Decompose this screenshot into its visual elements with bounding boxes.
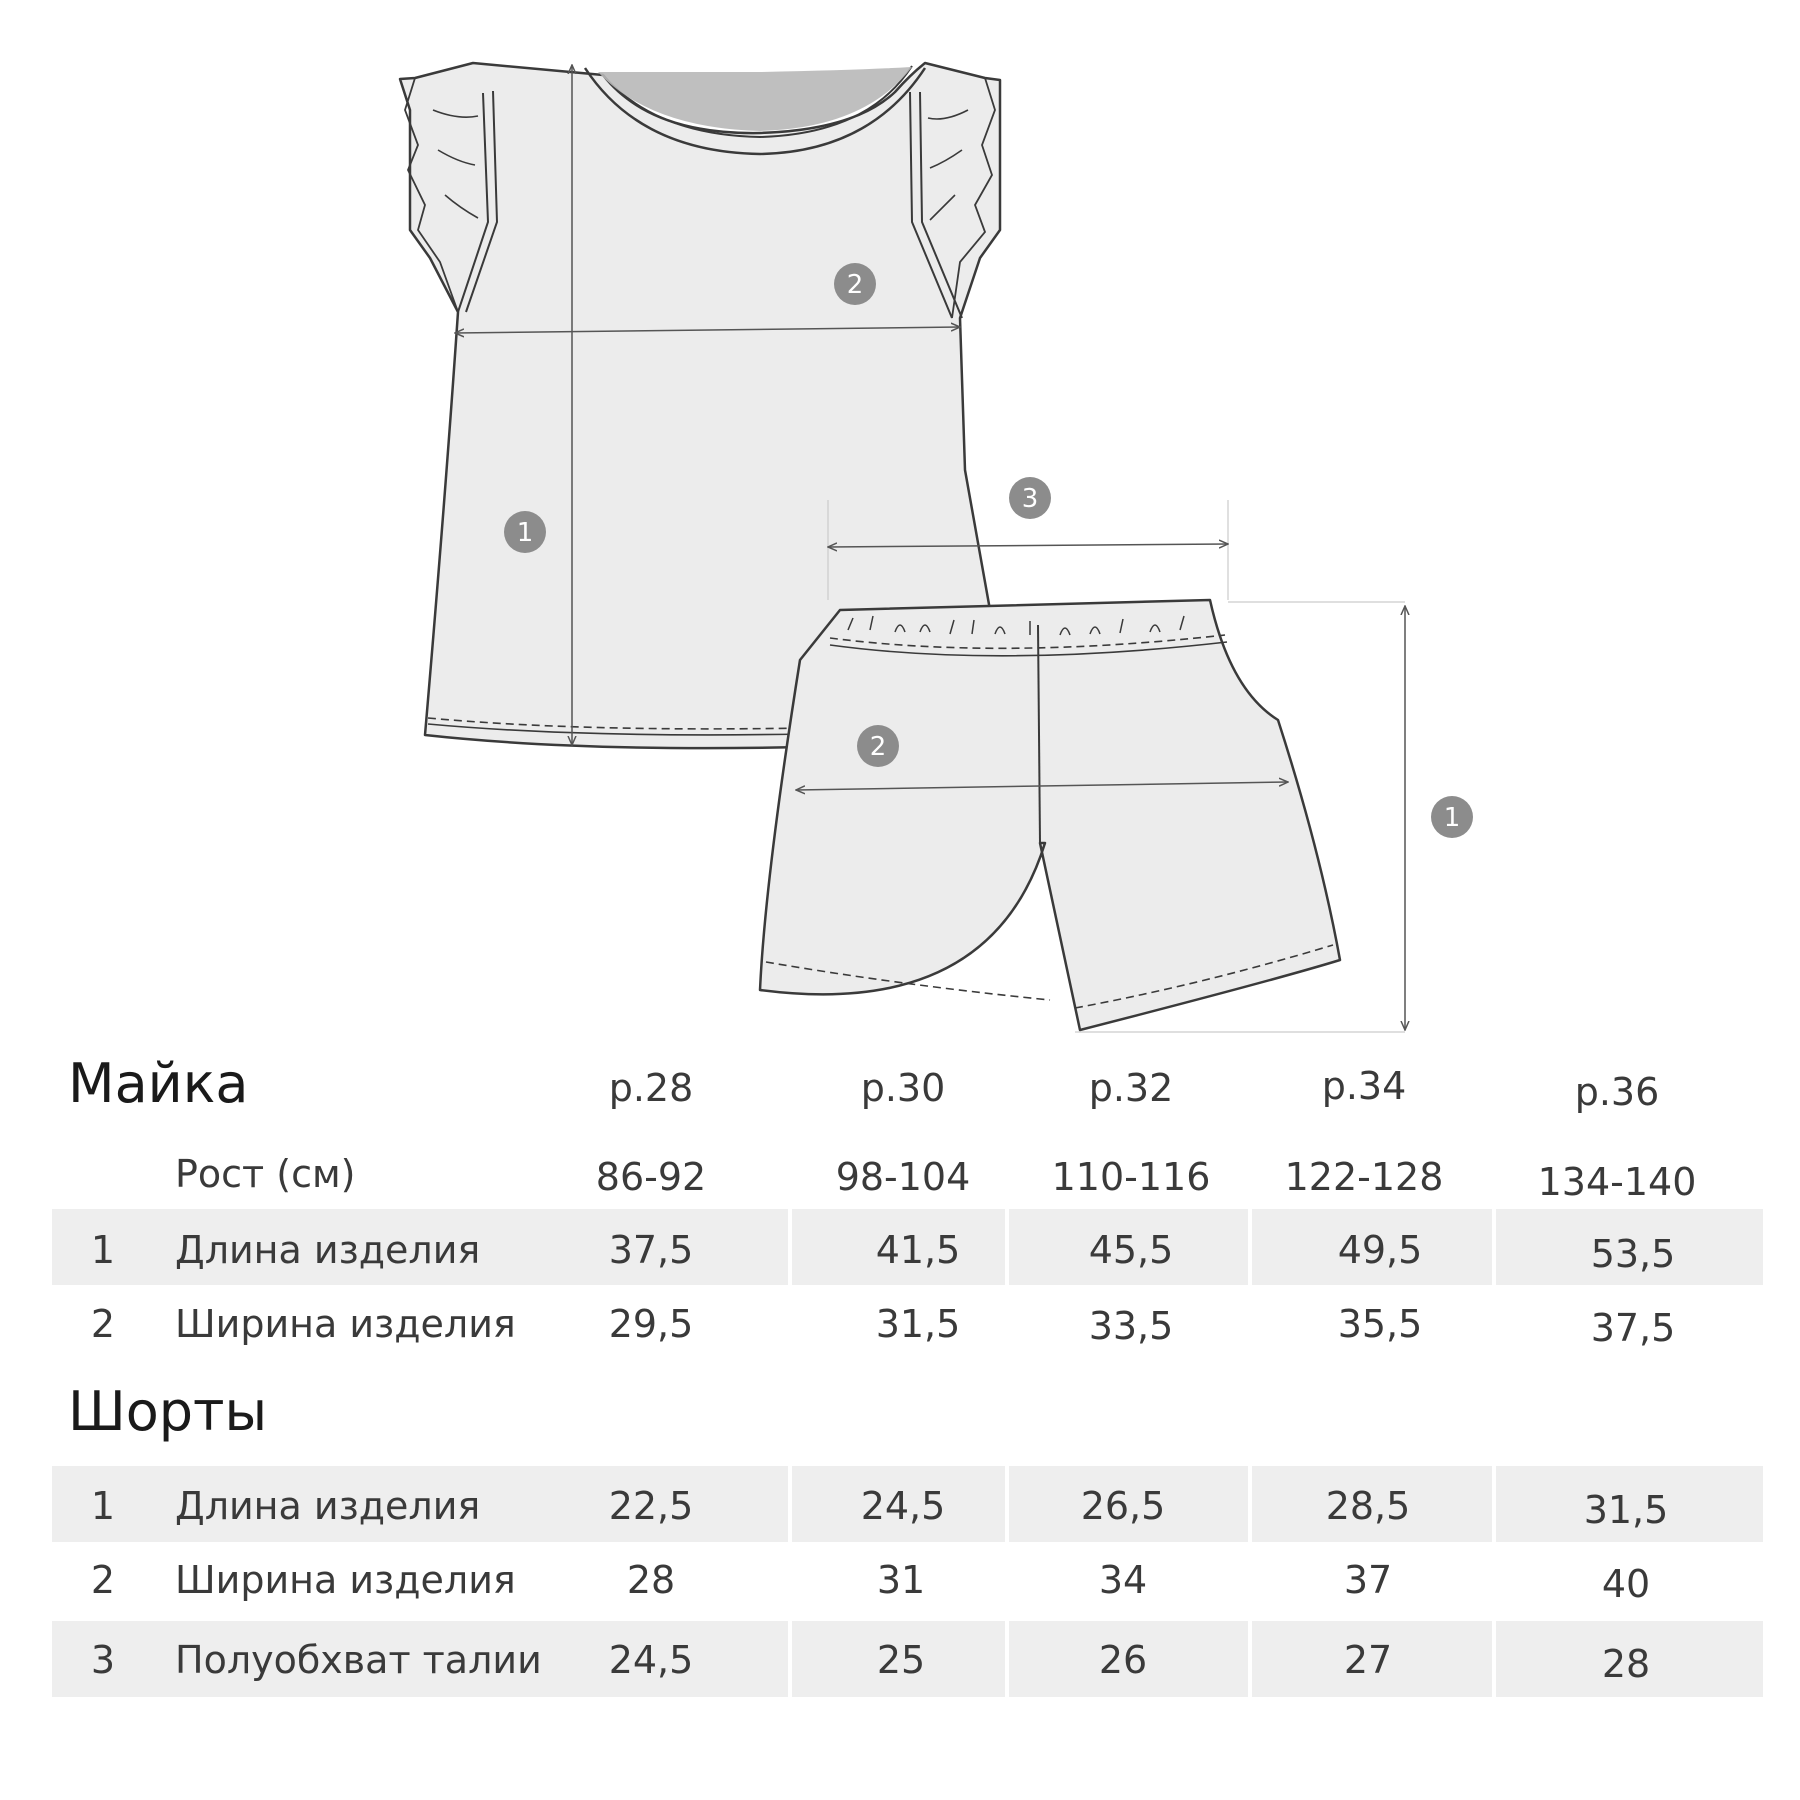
table-cell: 29,5 <box>608 1302 694 1346</box>
table-cell: 41,5 <box>875 1228 961 1272</box>
svg-text:3: 3 <box>1021 484 1039 514</box>
table-cell: 31,5 <box>1583 1488 1669 1532</box>
badge-shorts-width <box>857 725 899 767</box>
table-cell: 31,5 <box>875 1302 961 1346</box>
row-label: Ширина изделия <box>175 1558 516 1602</box>
height-value: 134-140 <box>1537 1160 1697 1204</box>
row-label: Длина изделия <box>175 1228 481 1272</box>
table-cell: 28,5 <box>1325 1484 1411 1528</box>
row-number: 2 <box>90 1558 116 1602</box>
size-header-32: р.32 <box>1088 1066 1174 1110</box>
table-cell: 28 <box>626 1558 676 1602</box>
badge-shorts-length <box>1431 796 1473 838</box>
size-header-30: р.30 <box>860 1066 946 1110</box>
svg-text:1: 1 <box>1443 803 1461 833</box>
height-value: 98-104 <box>835 1155 971 1199</box>
svg-text:1: 1 <box>516 518 534 548</box>
row-number: 3 <box>90 1638 116 1682</box>
table-cell: 26,5 <box>1080 1484 1166 1528</box>
badge-shorts-waist <box>1009 477 1051 519</box>
table-cell: 22,5 <box>608 1484 694 1528</box>
table-cell: 34 <box>1098 1558 1148 1602</box>
table-cell: 24,5 <box>608 1638 694 1682</box>
size-header-28: р.28 <box>608 1066 694 1110</box>
table-cell: 26 <box>1098 1638 1148 1682</box>
svg-text:2: 2 <box>869 732 887 762</box>
table-cell: 35,5 <box>1337 1302 1423 1346</box>
table-cell: 27 <box>1343 1638 1393 1682</box>
table-cell: 40 <box>1601 1562 1651 1606</box>
table-cell: 24,5 <box>860 1484 946 1528</box>
table-cell: 37,5 <box>1590 1306 1676 1350</box>
size-header-36: р.36 <box>1574 1070 1660 1114</box>
table-cell: 31 <box>876 1558 926 1602</box>
row-label: Ширина изделия <box>175 1302 516 1346</box>
row-number: 1 <box>90 1228 116 1272</box>
svg-text:2: 2 <box>846 270 864 300</box>
height-label: Рост (см) <box>175 1152 356 1196</box>
table-cell: 49,5 <box>1337 1228 1423 1272</box>
shorts-title: Шорты <box>68 1380 268 1443</box>
row-label: Длина изделия <box>175 1484 481 1528</box>
table-cell: 25 <box>876 1638 926 1682</box>
table-cell: 28 <box>1601 1642 1651 1686</box>
table-cell: 37,5 <box>608 1228 694 1272</box>
table-cell: 53,5 <box>1590 1232 1676 1276</box>
height-value: 86-92 <box>595 1155 707 1199</box>
badge-top-length <box>504 511 546 553</box>
tank-top-title: Майка <box>68 1052 249 1115</box>
table-cell: 45,5 <box>1088 1228 1174 1272</box>
row-number: 1 <box>90 1484 116 1528</box>
badge-top-width <box>834 263 876 305</box>
row-label: Полуобхват талии <box>175 1638 542 1682</box>
height-value: 122-128 <box>1284 1155 1444 1199</box>
size-header-34: р.34 <box>1321 1064 1407 1108</box>
table-cell: 37 <box>1343 1558 1393 1602</box>
height-value: 110-116 <box>1051 1155 1211 1199</box>
row-number: 2 <box>90 1302 116 1346</box>
table-cell: 33,5 <box>1088 1304 1174 1348</box>
